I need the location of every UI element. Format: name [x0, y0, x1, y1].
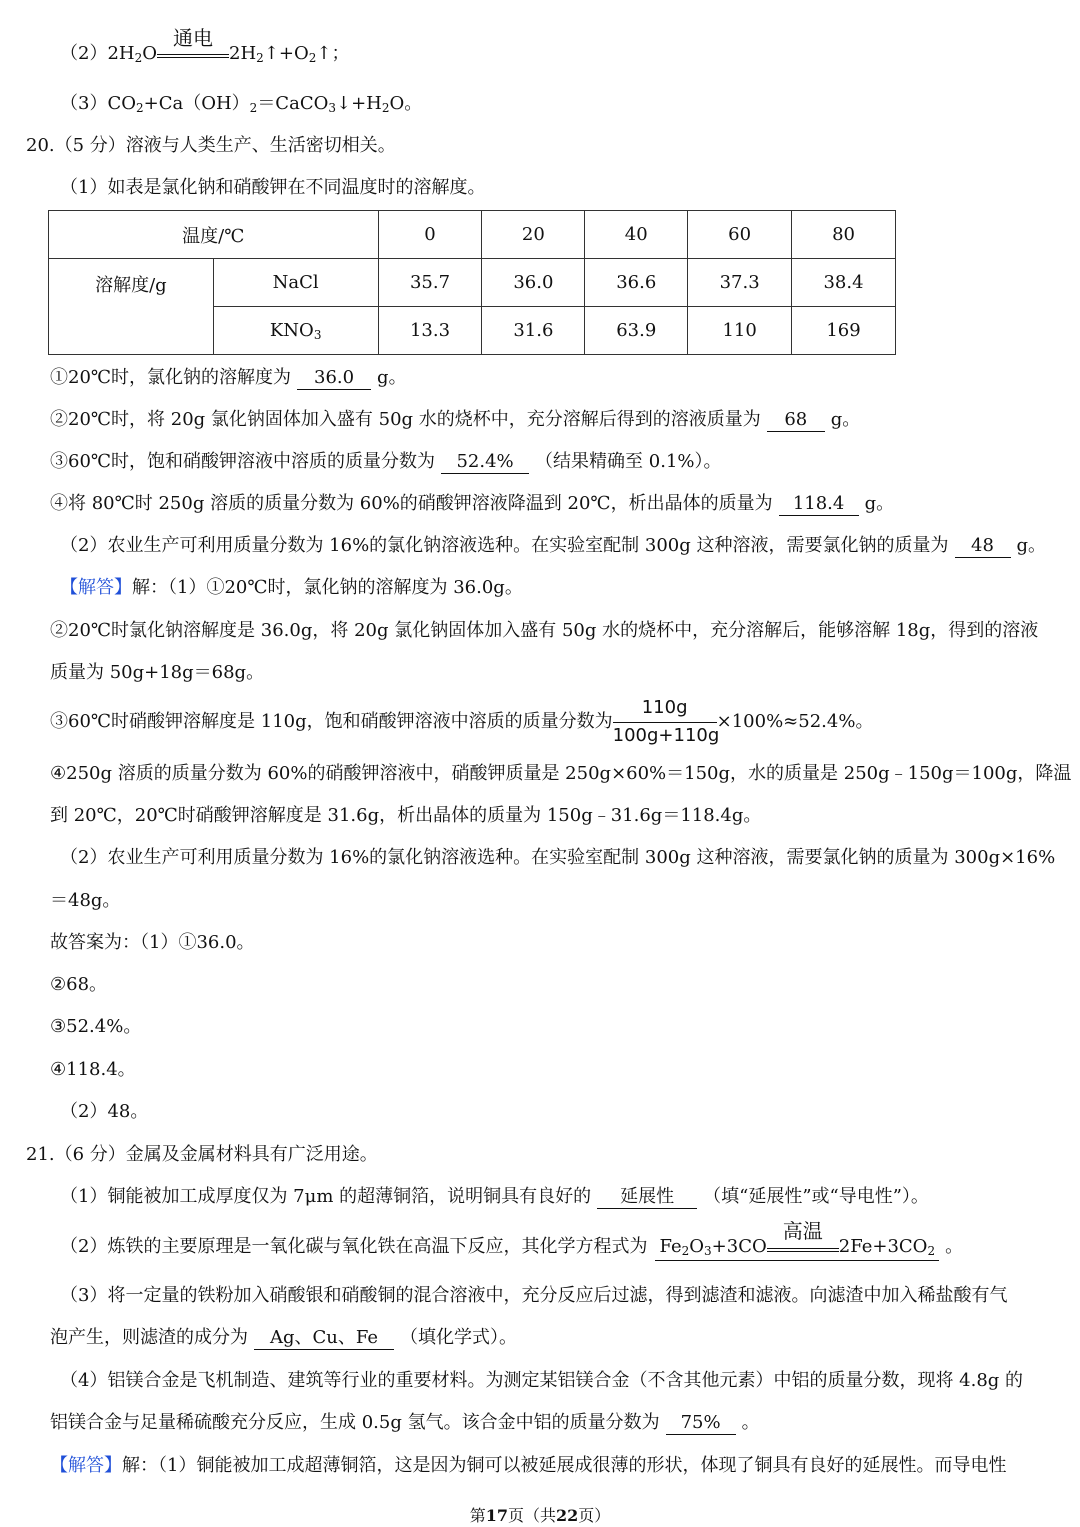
table-cell: 0: [378, 211, 482, 259]
table-cell: 36.6: [585, 259, 688, 307]
nacl-label: NaCl: [213, 259, 378, 307]
solution-21-line1: 【解答】解：（1）铜能被加工成超薄铜箔，这是因为铜可以被延展成很薄的形状，体现了铜具有良好的延展性。而导电性: [50, 1455, 1007, 1476]
table-cell: 110: [688, 307, 792, 355]
solution-20-line2: ②20℃时氯化钠溶解度是 36.0g，将 20g 氯化钠固体加入盛有 50g 水的烧杯中，充分溶解后，能够溶解 18g，得到的溶液: [50, 620, 1039, 641]
equation-limewater: $(3)CO_2+Ca(OH)_2=CaCO_3↓+H_2O$。: [60, 93, 423, 115]
question-21-part4-cont: 铝镁合金与足量稀硫酸充分反应，生成 0.5g 氢气。该合金中铝的质量分数为 75% 。: [50, 1412, 760, 1433]
table-cell: 36.0: [482, 259, 585, 307]
table-cell: 37.3: [688, 259, 792, 307]
table-cell: 169: [792, 307, 896, 355]
solubility-table: [48, 210, 896, 355]
question-21-part4: （4）铝镁合金是飞机制造、建筑等行业的重要材料。为测定某铝镁合金（不含其他元素）中铝的质量分数，现将 4.8g 的: [60, 1370, 1024, 1391]
answer-item: ④118.4。: [50, 1059, 136, 1080]
question-20-item3: ③60℃时，饱和硝酸钾溶液中溶质的质量分数为 52.4% （结果精确至 0.1%）。: [50, 451, 722, 472]
reaction-condition-arrow: 高温: [767, 1236, 839, 1260]
temp-header: 温度/℃: [49, 211, 379, 259]
solution-20-line6: 到 20℃，20℃时硝酸钾溶解度是 31.6g，析出晶体的质量为 150g﹣31.6g＝118.4g。: [50, 805, 762, 826]
answer-blank: 延展性: [597, 1186, 697, 1209]
answer-blank: 52.4%: [441, 451, 529, 474]
solution-20-line1: 【解答】解：（1）①20℃时，氯化钠的溶解度为 36.0g。: [60, 577, 523, 598]
question-21-part3: （3）将一定量的铁粉加入硝酸银和硝酸铜的混合溶液中，充分反应后过滤，得到滤渣和滤液。向滤渣中加入稀盐酸有气: [60, 1285, 1008, 1306]
answer-item: （2）48。: [60, 1101, 149, 1122]
solution-20-line3: 质量为 50g+18g＝68g。: [50, 662, 265, 683]
table-cell: 20: [482, 211, 585, 259]
table-cell: 60: [688, 211, 792, 259]
page-footer: 第17页（共22页）: [469, 1506, 611, 1525]
answer-item: ③52.4%。: [50, 1016, 142, 1037]
solution-20-line4: ③60℃时硝酸钾溶解度是 110g，饱和硝酸钾溶液中溶质的质量分数为 $\frac{110g}{100g+110g}$ ×100%≈52.4%。: [50, 697, 874, 746]
reaction-condition-arrow: 通电: [157, 42, 229, 66]
table-cell: 63.9: [585, 307, 688, 355]
answer-blank: 118.4: [779, 493, 859, 516]
answer-blank: 36.0: [297, 367, 371, 390]
question-20-title: 20.（5 分）溶液与人类生产、生活密切相关。: [26, 135, 396, 156]
solution-tag: 【解答】: [60, 577, 132, 598]
solution-20-line7: （2）农业生产可利用质量分数为 16%的氯化钠溶液选种。在实验室配制 300g 这种溶液，需要氯化钠的质量为 300g×16%: [60, 847, 1056, 868]
fraction: $\frac{110g}{100g+110g}$: [612, 697, 720, 746]
answer-summary: 故答案为：（1）①36.0。: [50, 932, 255, 953]
kno3-label: $KNO_3$: [213, 307, 378, 355]
table-cell: 80: [792, 211, 896, 259]
table-cell: 38.4: [792, 259, 896, 307]
table-cell: 35.7: [378, 259, 482, 307]
question-21-part1: （1）铜能被加工成厚度仅为 7μm 的超薄铜箔，说明铜具有良好的 延展性 （填“延展性”或“导电性”）。: [60, 1186, 929, 1207]
question-20-item4: ④将 80℃时 250g 溶质的质量分数为 60%的硝酸钾溶液降温到 20℃，析出晶体的质量为 118.4 g。: [50, 493, 895, 514]
solution-20-line5: ④250g 溶质的质量分数为 60%的硝酸钾溶液中，硝酸钾质量是 250g×60%＝150g，水的质量是 250g﹣150g＝100g，降温: [50, 763, 1072, 784]
table-cell: 40: [585, 211, 688, 259]
answer-blank-equation: $Fe_2O_3+3CO$ 高温 $2Fe+3CO_2$: [655, 1236, 939, 1261]
question-21-part3-cont: 泡产生，则滤渣的成分为 Ag、Cu、Fe （填化学式）。: [50, 1327, 517, 1348]
question-20-part2: （2）农业生产可利用质量分数为 16%的氯化钠溶液选种。在实验室配制 300g 这种溶液，需要氯化钠的质量为 48 g。: [60, 535, 1047, 556]
table-cell: 13.3: [378, 307, 482, 355]
table-cell: 31.6: [482, 307, 585, 355]
answer-blank: Ag、Cu、Fe: [254, 1327, 394, 1350]
answer-item: ②68。: [50, 974, 108, 995]
page-number: 17: [485, 1506, 508, 1525]
table-row: [49, 259, 896, 307]
answer-blank: 75%: [666, 1412, 736, 1435]
table-row: [49, 211, 896, 259]
question-21-title: 21.（6 分）金属及金属材料具有广泛用途。: [26, 1144, 378, 1165]
question-21-part2: （2）炼铁的主要原理是一氧化碳与氧化铁在高温下反应，其化学方程式为 $Fe_2O_3+3CO$ 高温 $2Fe+3CO_2$ 。: [60, 1235, 963, 1259]
solubility-header: 溶解度/g: [49, 259, 214, 355]
equation-electrolysis: $(2)2H_2O$ 通电 $2H_2↑+O_2↑$；: [60, 26, 350, 65]
question-20-part1: （1）如表是氯化钠和硝酸钾在不同温度时的溶解度。: [60, 177, 486, 198]
solution-20-line8: ＝48g。: [50, 890, 121, 911]
answer-blank: 68: [767, 409, 825, 432]
total-pages: 22: [556, 1506, 579, 1525]
solution-tag: 【解答】: [50, 1455, 122, 1476]
answer-blank: 48: [955, 535, 1011, 558]
question-20-item1: ①20℃时，氯化钠的溶解度为 36.0 g。: [50, 367, 407, 388]
question-20-item2: ②20℃时，将 20g 氯化钠固体加入盛有 50g 水的烧杯中，充分溶解后得到的溶液质量为 68 g。: [50, 409, 861, 430]
